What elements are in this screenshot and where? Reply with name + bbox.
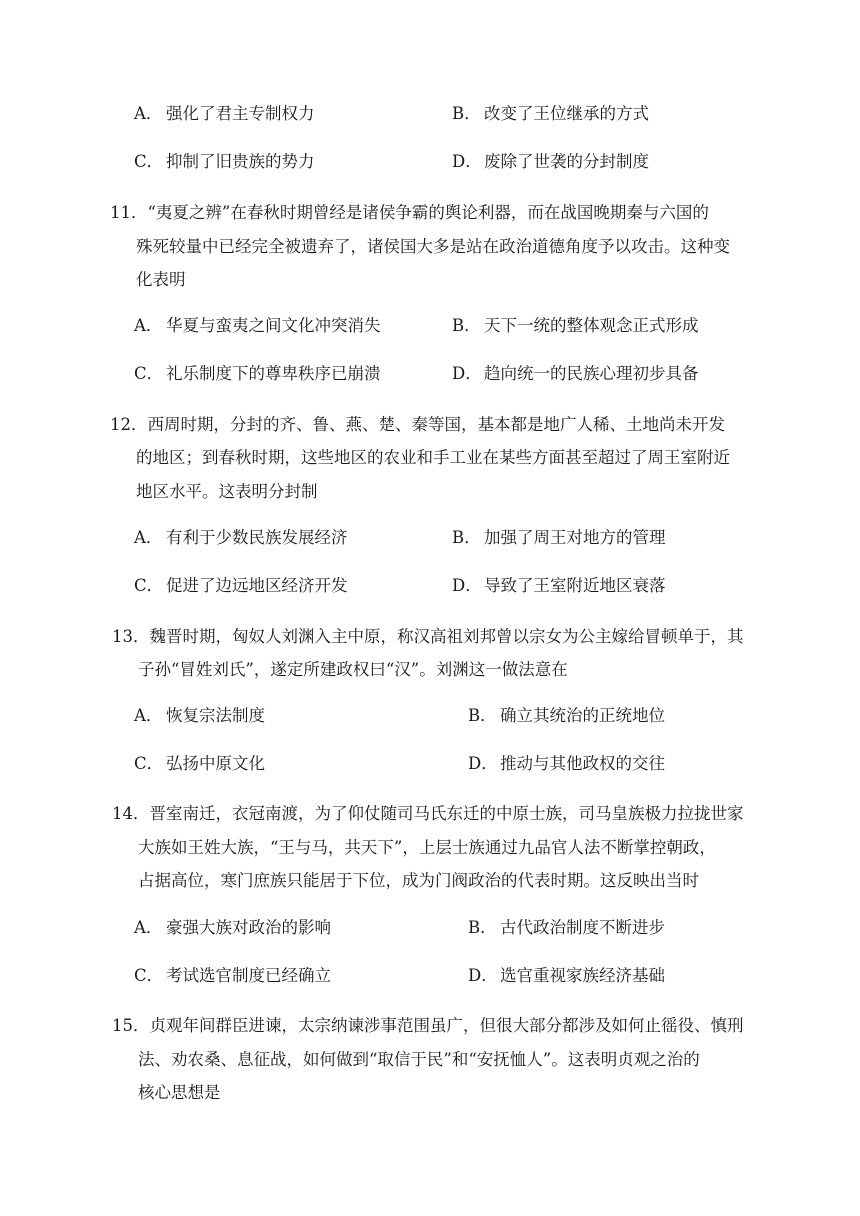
question-stem-line: 占据高位，寒门庶族只能居于下位，成为门阀政治的代表时期。这反映出当时 [138,871,699,890]
q13-option-d[interactable] [468,754,665,774]
option-text: 天下一统的整体观念正式形成 [484,316,699,335]
option-text: 废除了世袭的分封制度 [484,152,649,171]
option-letter: C． [134,754,164,773]
q10-option-a[interactable] [134,104,315,124]
q14-option-c[interactable] [134,966,331,986]
option-text: 有利于少数民族发展经济 [166,528,348,547]
option-letter: A． [134,528,163,547]
q10-option-d[interactable] [452,152,649,172]
option-text: 选官重视家族经济基础 [500,966,665,985]
option-text: 确立其统治的正统地位 [500,706,665,725]
option-letter: C． [134,966,164,985]
option-letter: A． [134,316,163,335]
option-letter: A． [134,104,163,123]
q10-option-c[interactable] [134,152,315,172]
q12-option-c[interactable] [134,576,348,596]
q12-option-b[interactable] [452,528,666,548]
question-stem-line: 15．贞观年间群臣进谏，太宗纳谏涉事范围虽广，但很大部分都涉及如何止徭役、慎刑 [112,1016,744,1035]
option-letter: D． [468,754,498,773]
option-letter: B． [452,104,481,123]
q14-option-d[interactable] [468,966,665,986]
option-text: 推动与其他政权的交往 [500,754,665,773]
option-text: 考试选官制度已经确立 [166,966,331,985]
option-text: 强化了君主专制权力 [166,104,315,123]
option-text: 古代政治制度不断进步 [500,918,665,937]
q13-option-b[interactable] [468,706,665,726]
question-stem-line: 核心思想是 [138,1083,221,1102]
question-stem-line: 地区水平。这表明分封制 [136,482,318,501]
option-text: 改变了王位继承的方式 [484,104,649,123]
option-text: 华夏与蛮夷之间文化冲突消失 [166,316,381,335]
option-text: 促进了边远地区经济开发 [166,576,348,595]
q11-option-b[interactable] [452,316,699,336]
question-stem-line: 13．魏晋时期，匈奴人刘渊入主中原，称汉高祖刘邦曾以宗女为公主嫁给冒顿单于，其 [112,627,744,646]
option-letter: D． [452,576,482,595]
question-stem-line: 的地区；到春秋时期，这些地区的农业和手工业在某些方面甚至超过了周王室附近 [136,448,730,467]
option-text: 导致了王室附近地区衰落 [484,576,666,595]
option-letter: C． [134,364,164,383]
q10-option-b[interactable] [452,104,649,124]
option-letter: B． [468,706,497,725]
option-letter: B． [452,528,481,547]
q12-option-d[interactable] [452,576,666,596]
question-stem-line: 法、劝农桑、息征战，如何做到“取信于民”和“安抚恤人”。这表明贞观之治的 [138,1050,700,1069]
q14-option-a[interactable] [134,918,331,938]
option-text: 恢复宗法制度 [166,706,265,725]
question-stem-line: 大族如王姓大族，“王与马，共天下”，上层士族通过九品官人法不断掌控朝政， [138,838,716,857]
option-letter: B． [468,918,497,937]
option-letter: C． [134,576,164,595]
question-stem-line: 11．“夷夏之辨”在春秋时期曾经是诸侯争霸的舆论利器，而在战国晚期秦与六国的 [110,203,709,222]
option-letter: D． [452,152,482,171]
q13-option-c[interactable] [134,754,265,774]
q11-option-d[interactable] [452,364,699,384]
option-letter: D． [468,966,498,985]
option-letter: C． [134,152,164,171]
q11-option-a[interactable] [134,316,381,336]
option-letter: B． [452,316,481,335]
question-stem-line: 化表明 [136,270,186,289]
option-text: 加强了周王对地方的管理 [484,528,666,547]
q13-option-a[interactable] [134,706,265,726]
question-stem-line: 14．晋室南迁，衣冠南渡，为了仰仗随司马氏东迁的中原士族，司马皇族极力拉拢世家 [112,804,744,823]
option-letter: A． [134,706,163,725]
option-letter: A． [134,918,163,937]
question-stem-line: 殊死较量中已经完全被遗弃了，诸侯国大多是站在政治道德角度予以攻击。这种变 [136,237,730,256]
option-text: 礼乐制度下的尊卑秩序已崩溃 [166,364,381,383]
q14-option-b[interactable] [468,918,665,938]
option-text: 抑制了旧贵族的势力 [166,152,315,171]
option-text: 弘扬中原文化 [166,754,265,773]
option-letter: D． [452,364,482,383]
q11-option-c[interactable] [134,364,381,384]
q12-option-a[interactable] [134,528,348,548]
option-text: 趋向统一的民族心理初步具备 [484,364,699,383]
question-stem-line: 子孙“冒姓刘氏”，遂定所建政权曰“汉”。刘渊这一做法意在 [138,660,568,679]
question-stem-line: 12．西周时期，分封的齐、鲁、燕、楚、秦等国，基本都是地广人稀、土地尚未开发 [110,415,725,434]
option-text: 豪强大族对政治的影响 [166,918,331,937]
